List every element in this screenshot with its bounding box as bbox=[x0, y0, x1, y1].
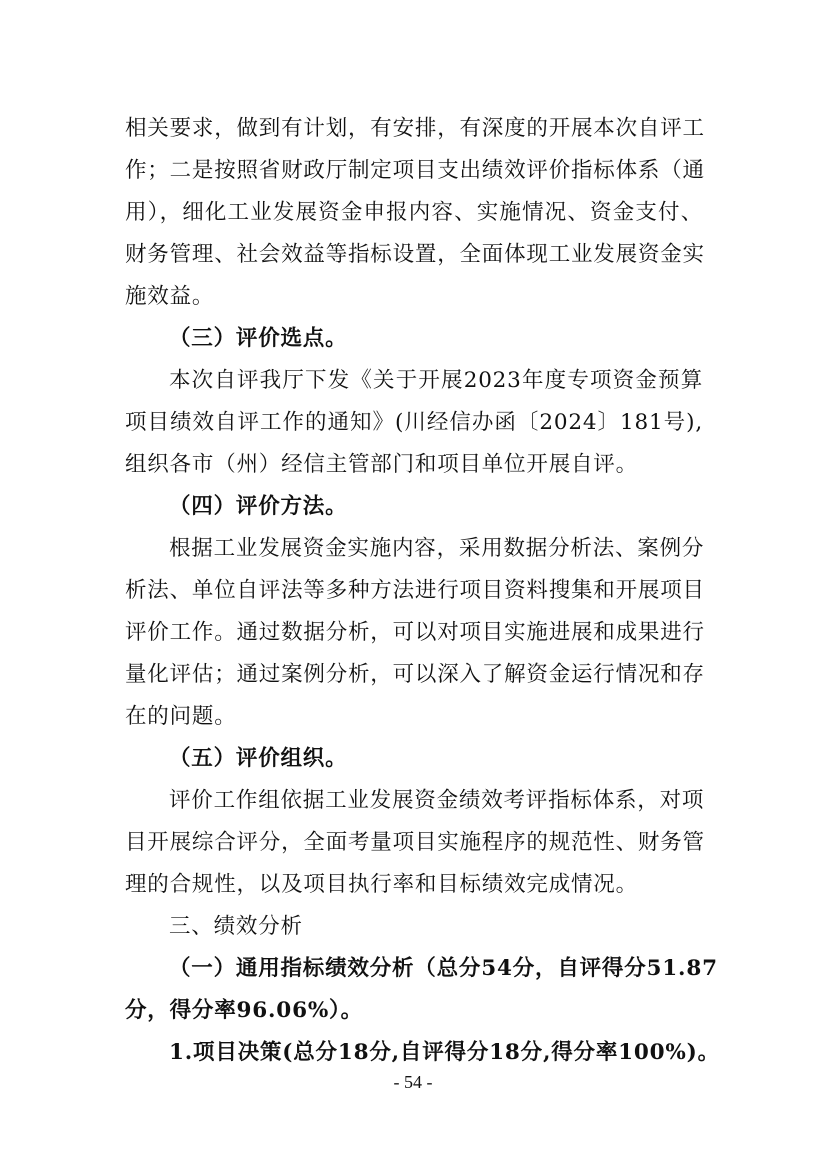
paragraph-line: 析法、单位自评法等多种方法进行项目资料搜集和开展项目 bbox=[125, 578, 705, 603]
paragraph-line: 用），细化工业发展资金申报内容、实施情况、资金支付、 bbox=[125, 200, 703, 225]
paragraph-line: 本次自评我厅下发《关于开展2023年度专项资金预算 bbox=[169, 368, 703, 393]
section-heading: （五）评价组织。 bbox=[169, 746, 348, 771]
paragraph-line: 理的合规性，以及项目执行率和目标绩效完成情况。 bbox=[125, 872, 638, 897]
paragraph-line: 在的问题。 bbox=[125, 704, 237, 729]
page-number: - 54 - bbox=[393, 1072, 433, 1092]
paragraph-line: 目开展综合评分，全面考量项目实施程序的规范性、财务管 bbox=[125, 830, 705, 855]
paragraph-line: 评价工作。通过数据分析，可以对项目实施进展和成果进行 bbox=[125, 620, 705, 645]
subsection-heading-continued: 分，得分率96.06%）。 bbox=[125, 998, 363, 1023]
paragraph-line: 财务管理、社会效益等指标设置，全面体现工业发展资金实 bbox=[125, 242, 705, 267]
paragraph-line: 根据工业发展资金实施内容，采用数据分析法、案例分 bbox=[169, 536, 705, 561]
section-heading: （三）评价选点。 bbox=[169, 326, 348, 351]
paragraph-line: 作；二是按照省财政厅制定项目支出绩效评价指标体系（通 bbox=[125, 158, 705, 183]
paragraph-line: 项目绩效自评工作的通知》(川经信办函〔2024〕181号), bbox=[125, 410, 703, 435]
section-heading: （四）评价方法。 bbox=[169, 494, 348, 519]
item-heading: 1.项目决策(总分18分,自评得分18分,得分率100%)。 bbox=[169, 1040, 720, 1065]
paragraph-line: 施效益。 bbox=[125, 284, 215, 309]
paragraph-line: 组织各市（州）经信主管部门和项目单位开展自评。 bbox=[125, 452, 638, 477]
chapter-heading: 三、绩效分析 bbox=[169, 914, 303, 939]
paragraph-line: 评价工作组依据工业发展资金绩效考评指标体系，对项 bbox=[169, 788, 705, 813]
paragraph-line: 量化评估；通过案例分析，可以深入了解资金运行情况和存 bbox=[125, 662, 705, 687]
subsection-heading: （一）通用指标绩效分析（总分54分，自评得分51.87 bbox=[169, 956, 718, 981]
paragraph-line: 相关要求，做到有计划，有安排，有深度的开展本次自评工 bbox=[125, 116, 705, 141]
document-body bbox=[125, 108, 720, 1074]
